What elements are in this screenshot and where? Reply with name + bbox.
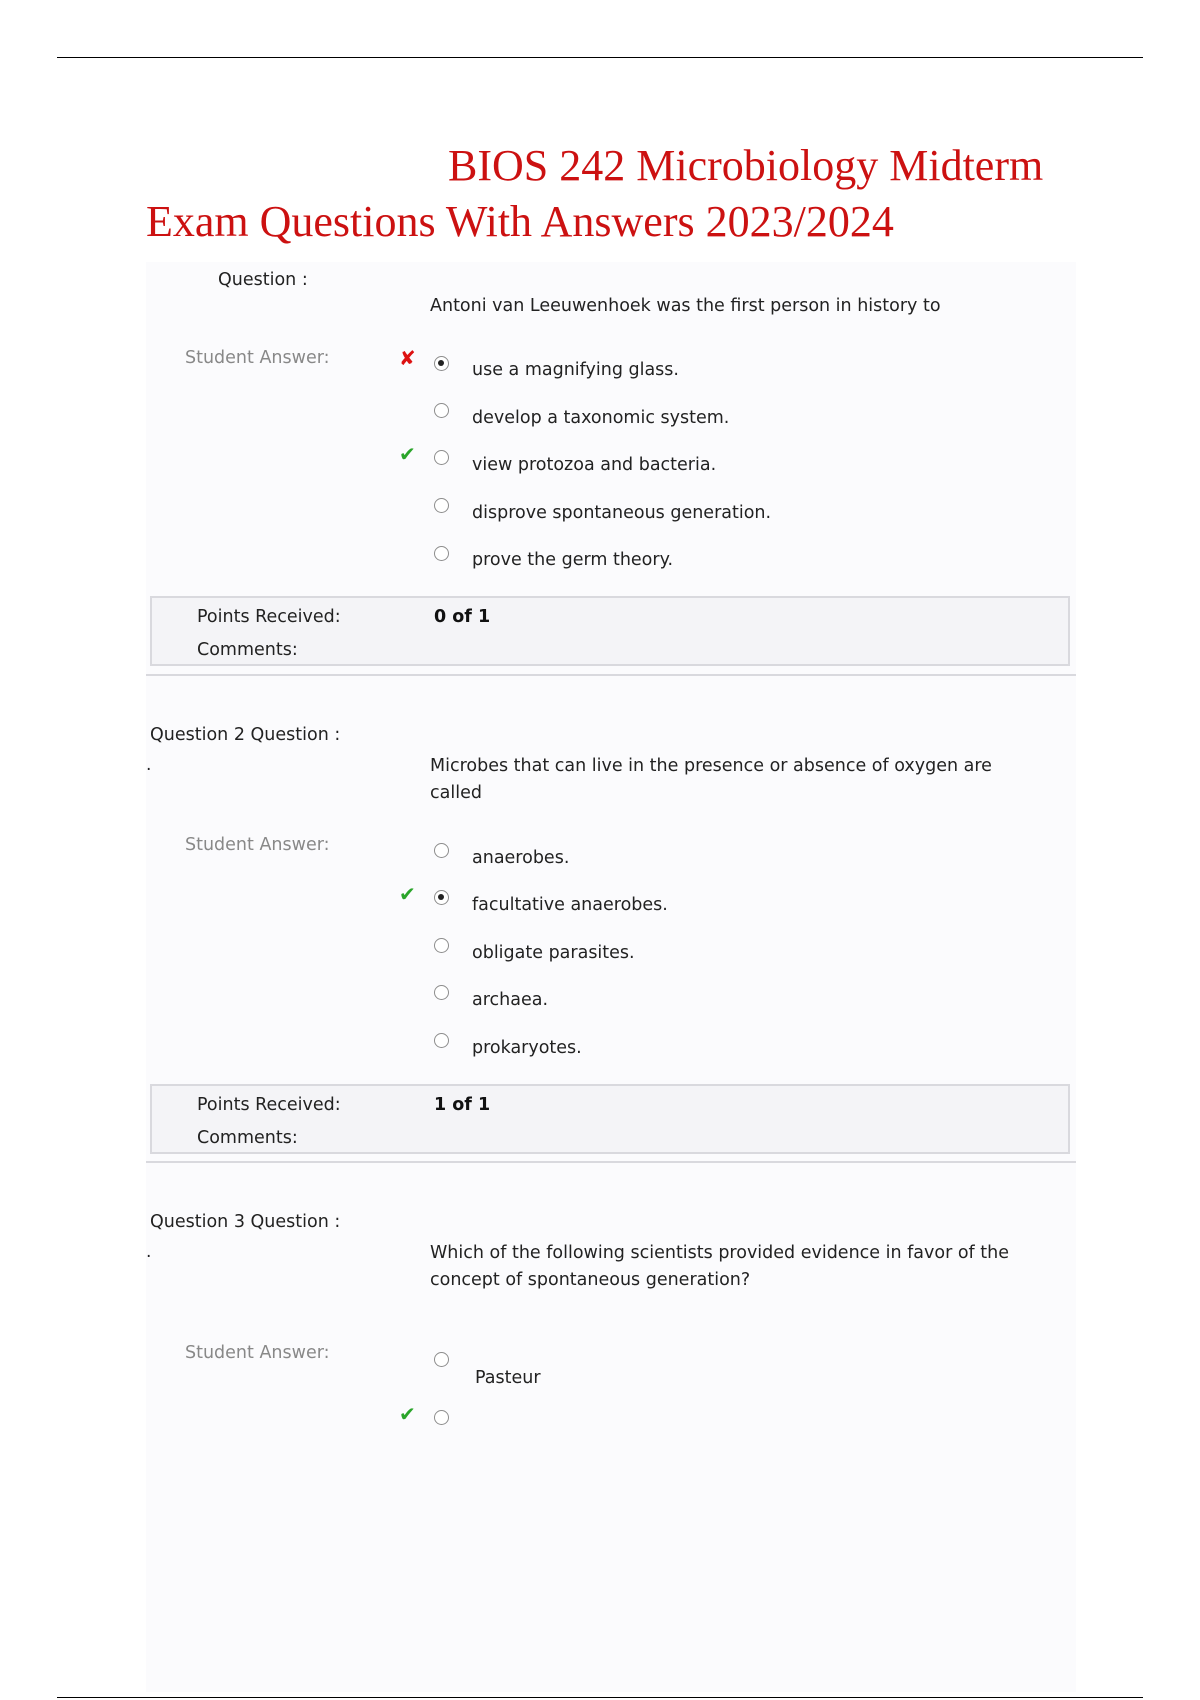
comments-label: Comments:: [197, 1128, 298, 1148]
points-summary-box: [150, 596, 1070, 666]
question-label: Question 2 Question :: [150, 725, 341, 745]
answer-option-text: obligate parasites.: [472, 943, 635, 963]
answer-option-text: develop a taxonomic system.: [472, 408, 730, 428]
answer-option-text: prokaryotes.: [472, 1038, 582, 1058]
points-received-value: 0 of 1: [434, 607, 491, 627]
radio-button[interactable]: [434, 843, 449, 858]
wrong-mark-icon: ✘: [399, 346, 416, 370]
answer-option-text: view protozoa and bacteria.: [472, 455, 717, 475]
question-text: Microbes that can live in the presence or absence of oxygen are called: [430, 756, 992, 803]
radio-button-selected[interactable]: [434, 890, 449, 905]
student-answer-label: Student Answer:: [185, 348, 330, 368]
comments-label: Comments:: [197, 640, 298, 660]
quiz-content-area: [146, 262, 1076, 1692]
radio-button[interactable]: [434, 498, 449, 513]
radio-button[interactable]: [434, 938, 449, 953]
answer-option-text: facultative anaerobes.: [472, 895, 668, 915]
radio-button[interactable]: [434, 450, 449, 465]
top-rule: [57, 57, 1143, 58]
question-text: Antoni van Leeuwenhoek was the first person in history to: [430, 296, 941, 316]
points-summary-box: [150, 1084, 1070, 1154]
question-label: Question :: [218, 270, 308, 290]
radio-button[interactable]: [434, 546, 449, 561]
correct-mark-icon: ✔: [399, 1402, 416, 1426]
answer-option-text: disprove spontaneous generation.: [472, 503, 772, 523]
answer-option-text: prove the germ theory.: [472, 550, 674, 570]
radio-button[interactable]: [434, 1033, 449, 1048]
points-received-label: Points Received:: [197, 607, 341, 627]
question-marker: .: [146, 755, 152, 775]
document-title-line-2: Exam Questions With Answers 2023/2024: [146, 197, 894, 246]
radio-button[interactable]: [434, 1352, 449, 1367]
question-label: Question 3 Question :: [150, 1212, 341, 1232]
radio-button[interactable]: [434, 1410, 449, 1425]
student-answer-label: Student Answer:: [185, 1343, 330, 1363]
radio-button[interactable]: [434, 985, 449, 1000]
correct-mark-icon: ✔: [399, 882, 416, 906]
radio-button[interactable]: [434, 403, 449, 418]
bottom-rule: [57, 1697, 1143, 1698]
points-received-value: 1 of 1: [434, 1095, 491, 1115]
points-received-label: Points Received:: [197, 1095, 341, 1115]
question-marker: .: [146, 1242, 152, 1262]
question-separator: [146, 1161, 1076, 1163]
answer-option-text: archaea.: [472, 990, 549, 1010]
correct-mark-icon: ✔: [399, 442, 416, 466]
radio-button-selected[interactable]: [434, 356, 449, 371]
document-title-line-1: BIOS 242 Microbiology Midterm: [448, 141, 1044, 190]
question-separator: [146, 674, 1076, 676]
student-answer-label: Student Answer:: [185, 835, 330, 855]
question-text: Which of the following scientists provided evidence in favor of the concept of spontaneous generation?: [430, 1243, 1009, 1290]
answer-option-text: Pasteur: [475, 1368, 541, 1388]
answer-option-text: use a magnifying glass.: [472, 360, 679, 380]
answer-option-text: anaerobes.: [472, 848, 570, 868]
